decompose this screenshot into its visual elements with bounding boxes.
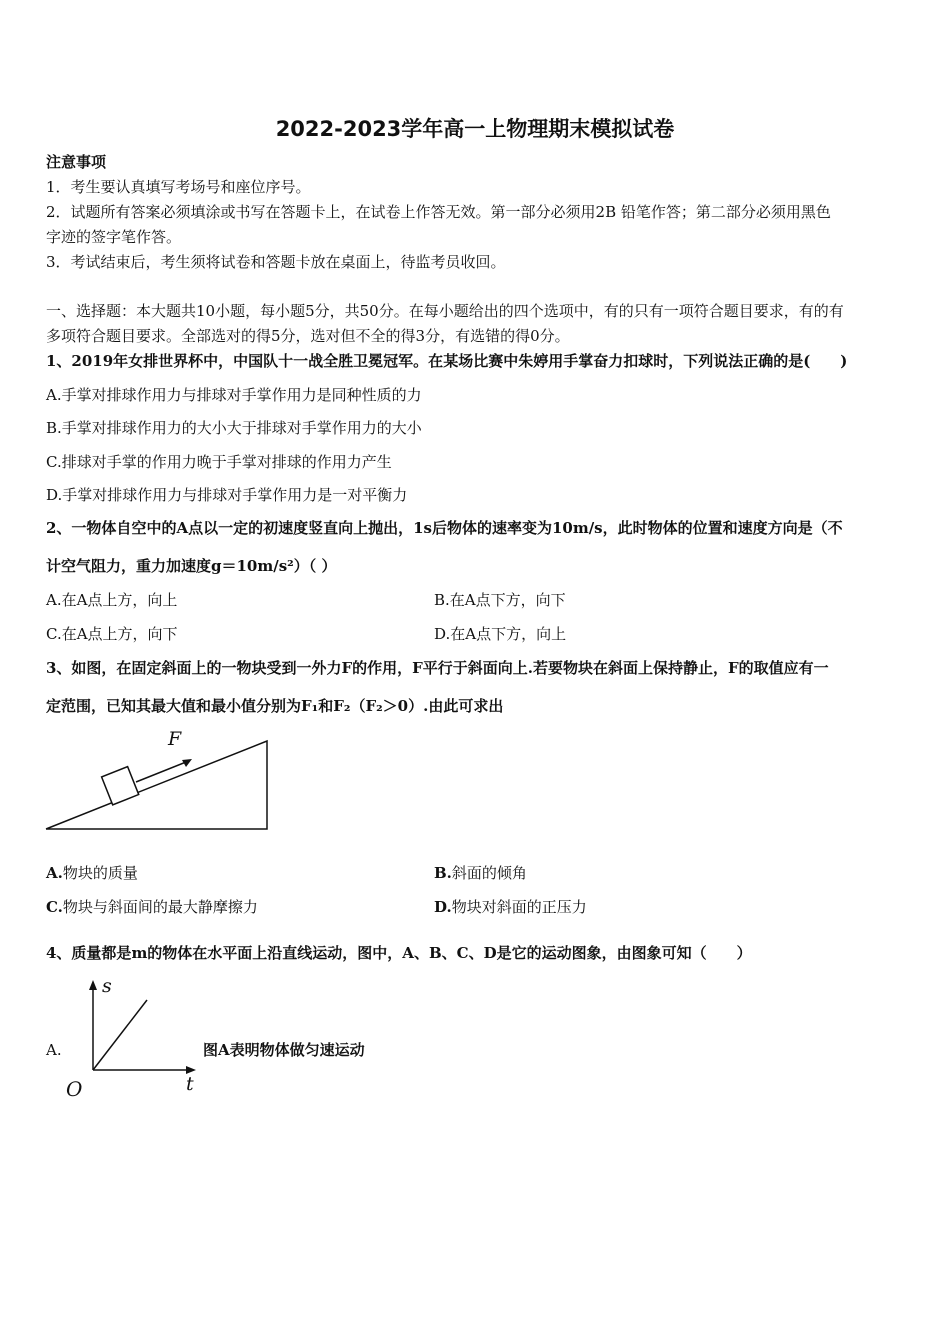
- q2-option-d: D.在A点下方，向上: [434, 625, 567, 643]
- q1-option-b: B.手掌对排球作用力的大小大于排球对手掌作用力的大小: [46, 419, 422, 437]
- q3-option-c-letter: C.: [46, 898, 63, 916]
- q3-option-d-letter: D.: [434, 898, 452, 916]
- q3-option-b-letter: B.: [434, 864, 452, 882]
- notice-item-2: 2．试题所有答案必须填涂或书写在答题卡上，在试卷上作答无效。第一部分必须用2B 铅笔作答；第二部分必须用黑色: [46, 203, 831, 221]
- q3-option-c: [46, 897, 258, 917]
- q1-stem: 1、2019年女排世界杯中，中国队十一战全胜卫冕冠军。在某场比赛中朱婷用手掌奋力扣球时，下列说法正确的是( ): [46, 352, 848, 370]
- q3-option-b: [434, 863, 527, 883]
- q1-option-c: C.排球对手掌的作用力晚于手掌对排球的作用力产生: [46, 453, 392, 471]
- q4-option-a-letter: A.: [46, 1041, 62, 1059]
- x-axis-label: t: [186, 1073, 194, 1095]
- q3-option-a-text: 物块的质量: [62, 864, 138, 882]
- block: [102, 767, 139, 805]
- st-graph: [60, 972, 210, 1102]
- q4-stem: 4、质量都是m的物体在水平面上沿直线运动，图中，A、B、C、D是它的运动图象，由图象可知（ ）: [46, 944, 752, 962]
- section-instructions-1: 一、选择题：本大题共10小题，每小题5分，共50分。在每小题给出的四个选项中，有的只有一项符合题目要求，有的有: [46, 302, 844, 320]
- q2-option-a: A.在A点上方，向上: [46, 591, 178, 609]
- section-instructions-2: 多项符合题目要求。全部选对的得5分，选对但不全的得3分，有选错的得0分。: [46, 327, 570, 345]
- y-axis-label: s: [102, 975, 112, 997]
- force-arrow-line: [136, 762, 186, 782]
- q1-option-a: A.手掌对排球作用力与排球对手掌作用力是同种性质的力: [46, 386, 422, 404]
- q4-option-a-text: 图A表明物体做匀速运动: [203, 1041, 365, 1059]
- q3-option-c-text: 物块与斜面间的最大静摩擦力: [62, 898, 258, 916]
- q3-stem-1: 3、如图，在固定斜面上的一物块受到一外力F的作用，F平行于斜面向上.若要物块在斜面上保持静止，F的取值应有一: [46, 659, 829, 677]
- notice-item-1: 1．考生要认真填写考场号和座位序号。: [46, 178, 311, 196]
- st-line: [93, 1000, 147, 1070]
- q2-option-c: C.在A点上方，向下: [46, 625, 178, 643]
- q1-option-d: D.手掌对排球作用力与排球对手掌作用力是一对平衡力: [46, 486, 408, 504]
- notice-heading: 注意事项: [46, 153, 107, 171]
- exam-title: 2022-2023学年高一上物理期末模拟试卷: [275, 117, 675, 141]
- origin-label: O: [66, 1077, 83, 1101]
- q3-option-d: [434, 897, 587, 917]
- q3-option-a: [46, 863, 138, 883]
- force-label: F: [168, 728, 182, 750]
- q2-stem-1: 2、一物体自空中的A点以一定的初速度竖直向上抛出，1s后物体的速率变为10m/s，此时物体的位置和速度方向是（不: [46, 519, 843, 537]
- q2-stem-2: 计空气阻力，重力加速度g＝10m/s²）（ ）: [46, 557, 337, 575]
- notice-item-3: 3．考试结束后，考生须将试卷和答题卡放在桌面上，待监考员收回。: [46, 253, 506, 271]
- q3-option-a-letter: A.: [46, 864, 63, 882]
- notice-item-2-cont: 字迹的签字笔作答。: [46, 228, 182, 246]
- incline-triangle: [46, 741, 267, 829]
- q3-option-d-text: 物块对斜面的正压力: [451, 898, 587, 916]
- q3-stem-2: 定范围，已知其最大值和最小值分别为F₁和F₂（F₂＞0）.由此可求出: [46, 697, 504, 715]
- incline-figure: [40, 725, 275, 835]
- q3-option-b-text: 斜面的倾角: [451, 864, 527, 882]
- y-axis-arrow: [89, 980, 97, 990]
- q2-option-b: B.在A点下方，向下: [434, 591, 566, 609]
